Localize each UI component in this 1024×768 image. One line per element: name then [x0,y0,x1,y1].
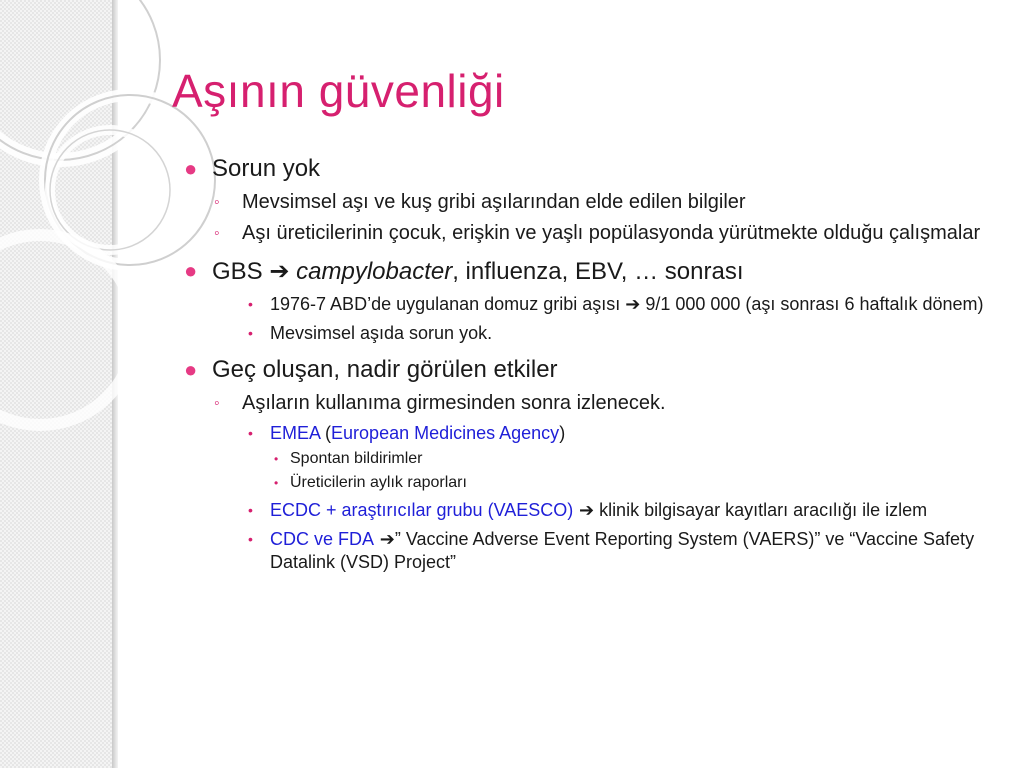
subbullet-uretici [182,221,1002,246]
bullet-ring-icon: ◦ [214,395,220,412]
subbullet-1976 [182,293,1002,316]
subbullet-mevsimsel [182,190,1002,215]
subbullet-mevsimsel-asi [182,322,1002,345]
bullet-dot-icon: ● [184,156,198,181]
bullet-star-icon: • [274,452,279,466]
slide-content [182,146,1002,574]
arrow-right-icon: ➔ [374,529,395,550]
bullet-star-icon: • [274,476,279,490]
bullet-text: Aşı üreticilerinin çocuk, erişkin ve yaşlı popülasyonda yürütmekte olduğu çalışmalar [242,222,981,244]
bullet-star-icon: • [248,502,253,518]
bullet-text: ) [559,423,566,443]
bullet-text: Aşıların kullanıma girmesinden sonra izlenecek. [242,392,666,414]
subbullet-raporlar [182,473,1002,493]
bullet-text: Sorun yok [212,155,321,182]
bullet-sorun-yok [182,154,1002,184]
subbullet-izlenecek [182,391,1002,416]
arrow-right-icon: ➔ [625,294,641,315]
bullet-text: 1976-7 ABD’de uygulanan domuz gribi aşısı [270,294,626,314]
ema-text: European Medicines Agency [331,423,560,443]
bullet-text: 9/1 000 000 (aşı sonrası 6 haftalık dönem) [640,294,984,314]
arrow-right-icon: ➔ [573,500,595,521]
bullet-text-italic: campylobacter [289,258,453,285]
bullet-star-icon: • [248,425,253,441]
bullet-dot-icon: ● [184,258,198,283]
bullet-text: GBS [212,258,270,285]
bullet-dot-icon: ● [184,357,198,382]
bullet-star-icon: • [248,296,253,312]
bullet-text: Üreticilerin aylık raporları [290,474,467,491]
bullet-text: ( [320,423,332,443]
bullet-text: klinik bilgisayar kayıtları aracılığı ile izlem [594,500,928,520]
bullet-gbs [182,256,1002,287]
bullet-text: , influenza, EBV, … sonrası [452,258,744,285]
emea-text: EMEA [270,423,321,443]
cdc-text: CDC ve FDA [270,529,375,549]
subbullet-spontan [182,449,1002,469]
subbullet-emea [182,422,1002,445]
bullet-star-icon: • [248,531,253,547]
bullet-ring-icon: ◦ [214,194,220,211]
bullet-text: ” Vaccine Adverse Event Reporting System (VAERS)” ve “Vaccine Safety Datalink (VSD) Project” [270,529,975,572]
subbullet-ecdc [182,499,1002,522]
bullet-star-icon: • [248,325,253,341]
subbullet-cdc [182,528,1002,574]
bullet-text: Spontan bildirimler [290,450,423,467]
bullet-text: Geç oluşan, nadir görülen etkiler [212,356,558,383]
ecdc-text: ECDC + araştırıcılar grubu (VAESCO) [270,500,574,520]
arrow-right-icon: ➔ [269,257,290,285]
bullet-text: Mevsimsel aşı ve kuş gribi aşılarından elde edilen bilgiler [242,191,746,213]
slide-title: Aşının güvenliği [172,65,505,117]
bullet-gec-olusan [182,355,1002,385]
bullet-text: Mevsimsel aşıda sorun yok. [270,323,493,343]
bullet-ring-icon: ◦ [214,225,220,242]
